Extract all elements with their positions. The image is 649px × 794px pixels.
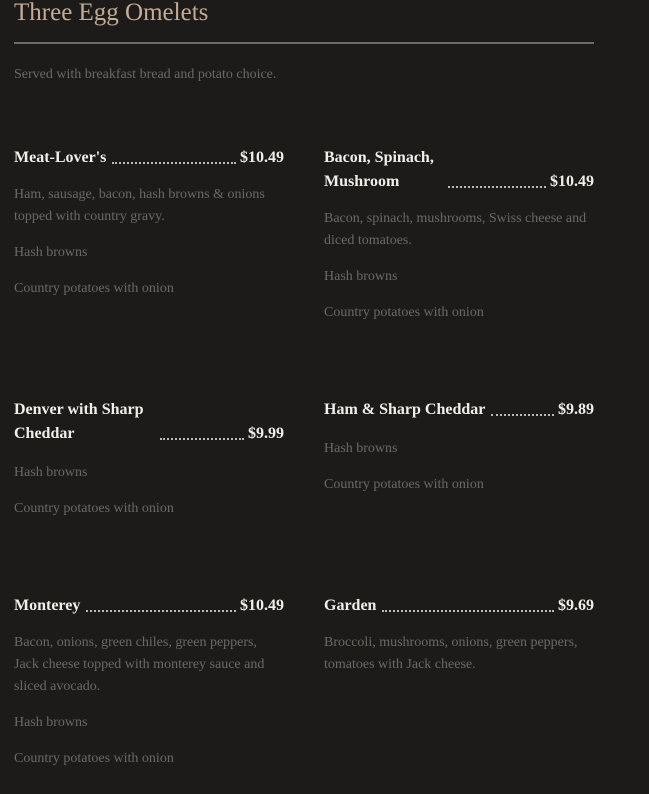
menu-item-price: $9.69 xyxy=(558,597,594,614)
menu-item-name: Bacon, Spinach, Mushroom xyxy=(324,149,434,190)
menu-item-meat-lovers xyxy=(14,146,284,300)
menu-item-option: Country potatoes with onion xyxy=(14,501,174,516)
menu-item-option: Hash browns xyxy=(14,245,88,260)
section-divider xyxy=(14,42,594,44)
menu-item-option: Hash browns xyxy=(14,465,88,480)
menu-item-option: Country potatoes with onion xyxy=(324,477,484,492)
menu-item-ham-sharp-cheddar xyxy=(324,398,594,496)
leader-dots xyxy=(86,610,236,612)
menu-item-name: Meat-Lover's xyxy=(14,149,107,166)
menu-item-description: Broccoli, mushrooms, onions, green peppers, tomatoes with Jack cheese. xyxy=(324,635,578,672)
leader-dots xyxy=(382,610,554,612)
menu-item-header xyxy=(14,398,284,446)
menu-item-header xyxy=(14,146,284,170)
menu-item-option: Hash browns xyxy=(14,715,88,730)
leader-dots xyxy=(448,186,546,188)
menu-item-description: Ham, sausage, bacon, hash browns & onions topped with country gravy. xyxy=(14,187,265,224)
menu-item-option: Country potatoes with onion xyxy=(324,305,484,320)
menu-item-description: Bacon, spinach, mushrooms, Swiss cheese and diced tomatoes. xyxy=(324,211,587,248)
menu-item-name: Garden xyxy=(324,597,377,614)
menu-item-option: Country potatoes with onion xyxy=(14,281,174,296)
menu-item-header xyxy=(14,594,284,618)
leader-dots xyxy=(160,438,244,440)
menu-item-header xyxy=(324,398,594,422)
menu-item-garden xyxy=(324,594,594,676)
menu-item-denver xyxy=(14,398,284,520)
menu-item-price: $9.99 xyxy=(248,425,284,442)
menu-item-name: Denver with Sharp Cheddar xyxy=(14,401,144,442)
menu-item-price: $10.49 xyxy=(240,597,284,614)
menu-item-name: Monterey xyxy=(14,597,81,614)
menu-item-price: $10.49 xyxy=(240,149,284,166)
leader-dots xyxy=(491,414,554,416)
leader-dots xyxy=(112,162,236,164)
menu-item-option: Hash browns xyxy=(324,269,398,284)
menu-item-description: Bacon, onions, green chiles, green peppers, Jack cheese topped with monterey sauce and sliced avocado. xyxy=(14,635,265,694)
menu-item-header xyxy=(324,594,594,618)
menu-item-option: Hash browns xyxy=(324,441,398,456)
menu-item-header xyxy=(324,146,594,194)
menu-item-monterey xyxy=(14,594,284,770)
section-subtitle: Served with breakfast bread and potato choice. xyxy=(14,67,277,82)
menu-item-price: $9.89 xyxy=(558,401,594,418)
menu-item-price: $10.49 xyxy=(550,173,594,190)
section-title: Three Egg Omelets xyxy=(14,0,209,26)
menu-item-option: Country potatoes with onion xyxy=(14,751,174,766)
menu-item-bacon-spinach-mushroom xyxy=(324,146,594,324)
menu-item-name: Ham & Sharp Cheddar xyxy=(324,401,486,418)
